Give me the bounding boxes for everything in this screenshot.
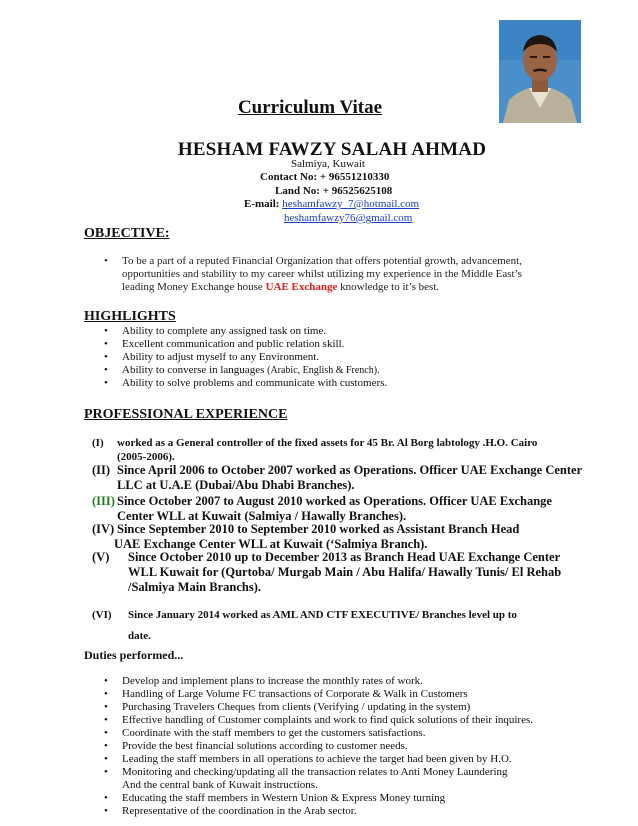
objective-heading: OBJECTIVE:: [84, 226, 170, 241]
experience-item-5: (V) Since October 2010 up to December 2013 as Branch Head UAE Exchange Center WLL Kuwait for (Qurtoba/ Murgab Main / Abu Halifa/ Hawally Tunis/ El Rehab /Salmiya Main Branchs).: [92, 550, 562, 594]
highlight-item: • Ability to solve problems and communicate with customers.: [104, 377, 564, 390]
highlight-item: • Ability to converse in languages (Arabic, English & French).: [104, 364, 564, 377]
highlight-item: • Excellent communication and public relation skill.: [104, 338, 564, 351]
experience-item-6: (VI) Since January 2014 worked as AML AND CTF EXECUTIVE/ Branches level up to date.: [92, 609, 517, 642]
duties-list: [104, 675, 584, 818]
land-line: [275, 185, 392, 197]
objective-item: • To be a part of a reputed Financial Organization that offers potential growth, advancement, opportunities and stability to my career whilst utilizing my experience in the Middle East’s leading Money Exchange house UAE Exchange knowledge to it’s best.: [104, 255, 574, 294]
email-line: [244, 198, 419, 210]
highlight-item: • Ability to adjust myself to any Environment.: [104, 351, 564, 364]
duty-item: • Provide the best financial solutions according to customer needs.: [104, 740, 584, 753]
duty-item: • Representative of the coordination in the Arab sector.: [104, 805, 584, 818]
duty-item: • Develop and implement plans to increase the monthly rates of work.: [104, 675, 584, 688]
land-label: Land No:: [275, 185, 320, 197]
land-number: + 96525625108: [322, 185, 393, 197]
contact-label: Contact No:: [260, 171, 318, 183]
duty-item: • Monitoring and checking/updating all the transaction relates to Anti Money Laundering And the central bank of Kuwait instructions.: [104, 766, 584, 792]
highlight-item: • Ability to complete any assigned task on time.: [104, 325, 564, 338]
contact-line: [260, 171, 389, 183]
highlights-heading: HIGHLIGHTS: [84, 309, 176, 324]
duty-continuation: And the central bank of Kuwait instructions.: [122, 779, 318, 791]
candidate-name: HESHAM FAWZY SALAH AHMAD: [177, 139, 487, 160]
duties-heading: Duties performed...: [84, 648, 184, 662]
experience-item-2: (II) Since April 2006 to October 2007 worked as Operations. Officer UAE Exchange Center LLC at U.A.E (Dubai/Abu Dhabi Branches).: [92, 463, 583, 492]
duty-item: • Educating the staff members in Western Union & Express Money turning: [104, 792, 584, 805]
duty-item: • Effective handling of Customer complaints and work to find quick solutions of their inquires.: [104, 714, 584, 727]
document-title: Curriculum Vitae: [237, 97, 383, 118]
languages-detail: (Arabic, English & French).: [267, 365, 380, 376]
experience-heading: PROFESSIONAL EXPERIENCE: [84, 407, 288, 422]
email-link-gmail[interactable]: heshamfawzy76@gmail.com: [284, 212, 413, 224]
duty-item: • Purchasing Travelers Cheques from clients (Verifying / updating in the system): [104, 701, 584, 714]
uae-exchange-highlight: UAE Exchange: [265, 281, 338, 293]
objective-list: [104, 255, 574, 294]
location-text: Salmiya, Kuwait: [291, 158, 365, 170]
experience-item-3: (III) Since October 2007 to August 2010 worked as Operations. Officer UAE Exchange Center WLL at Kuwait (Salmiya / Hawally Branches).: [92, 494, 552, 523]
experience-item-1: (I) worked as a General controller of the fixed assets for 45 Br. Al Borg labtology .H.O. Cairo (2005-2006).: [92, 437, 538, 463]
experience-item-4: (IV) Since September 2010 to September 2010 worked as Assistant Branch Head UAE Exchange Center WLL at Kuwait (‘Salmiya Branch).: [92, 522, 520, 551]
duty-item: • Leading the staff members in all operations to achieve the target had been given by H.O.: [104, 753, 584, 766]
highlights-list: [104, 325, 564, 390]
duty-item: • Coordinate with the staff members to get the customers satisfactions.: [104, 727, 584, 740]
email-link-hotmail[interactable]: heshamfawzy_7@hotmail.com: [282, 198, 420, 210]
email-line-2: [284, 212, 412, 224]
email-label: E-mail:: [244, 198, 280, 210]
contact-number: + 96551210330: [319, 171, 390, 183]
duty-item: • Handling of Large Volume FC transactions of Corporate & Walk in Customers: [104, 688, 584, 701]
